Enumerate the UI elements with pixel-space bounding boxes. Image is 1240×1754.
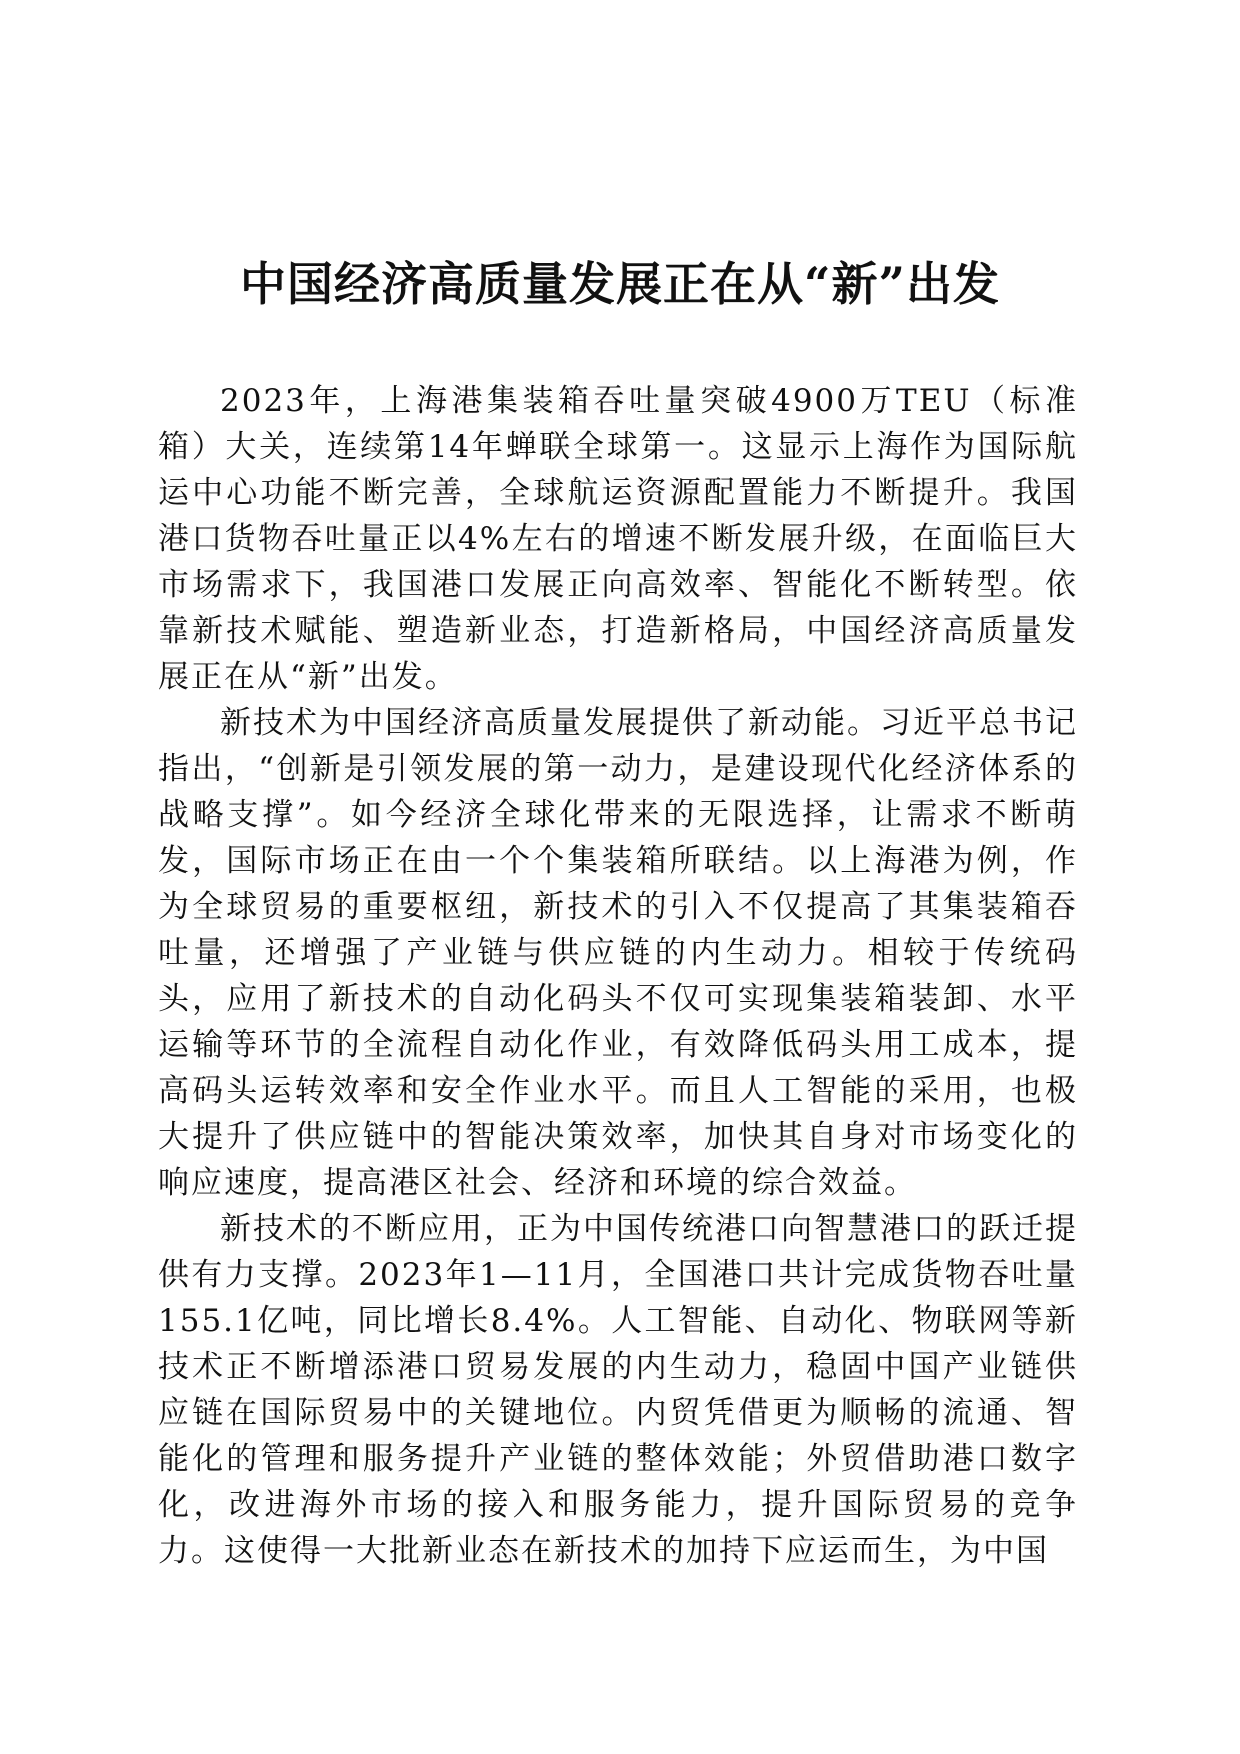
paragraph-3: 新技术的不断应用，正为中国传统港口向智慧港口的跃迁提供有力支撑。2023年1—11月，全国港口共计完成货物吞吐量155.1亿吨，同比增长8.4%。人工智能、自动化、物联网等新技术正不断增添港口贸易发展的内生动力，稳固中国产业链供应链在国际贸易中的关键地位。内贸凭借更为顺畅的流通、智能化的管理和服务提升产业链的整体效能；外贸借助港口数字化，改进海外市场的接入和服务能力，提升国际贸易的竞争力。这使得一大批新业态在新技术的加持下应运而生，为中国 (158, 1211, 1078, 1569)
paragraph-2: 新技术为中国经济高质量发展提供了新动能。习近平总书记指出，“创新是引领发展的第一动力，是建设现代化经济体系的战略支撑”。如今经济全球化带来的无限选择，让需求不断萌发，国际市场正在由一个个集装箱所联结。以上海港为例，作为全球贸易的重要枢纽，新技术的引入不仅提高了其集装箱吞吐量，还增强了产业链与供应链的内生动力。相较于传统码头，应用了新技术的自动化码头不仅可实现集装箱装卸、水平运输等环节的全流程自动化作业，有效降低码头用工成本，提高码头运转效率和安全作业水平。而且人工智能的采用，也极大提升了供应链中的智能决策效率，加快其自身对市场变化的响应速度，提高港区社会、经济和环境的综合效益。 (158, 705, 1078, 1201)
paragraph-1: 2023年，上海港集装箱吞吐量突破4900万TEU（标准箱）大关，连续第14年蝉联全球第一。这显示上海作为国际航运中心功能不断完善，全球航运资源配置能力不断提升。我国港口货物吞吐量正以4%左右的增速不断发展升级，在面临巨大市场需求下，我国港口发展正向高效率、智能化不断转型。依靠新技术赋能、塑造新业态，打造新格局，中国经济高质量发展正在从“新”出发。 (158, 383, 1078, 695)
article-body (158, 378, 1078, 1574)
page-title: 中国经济高质量发展正在从“新”出发 (240, 257, 1000, 311)
